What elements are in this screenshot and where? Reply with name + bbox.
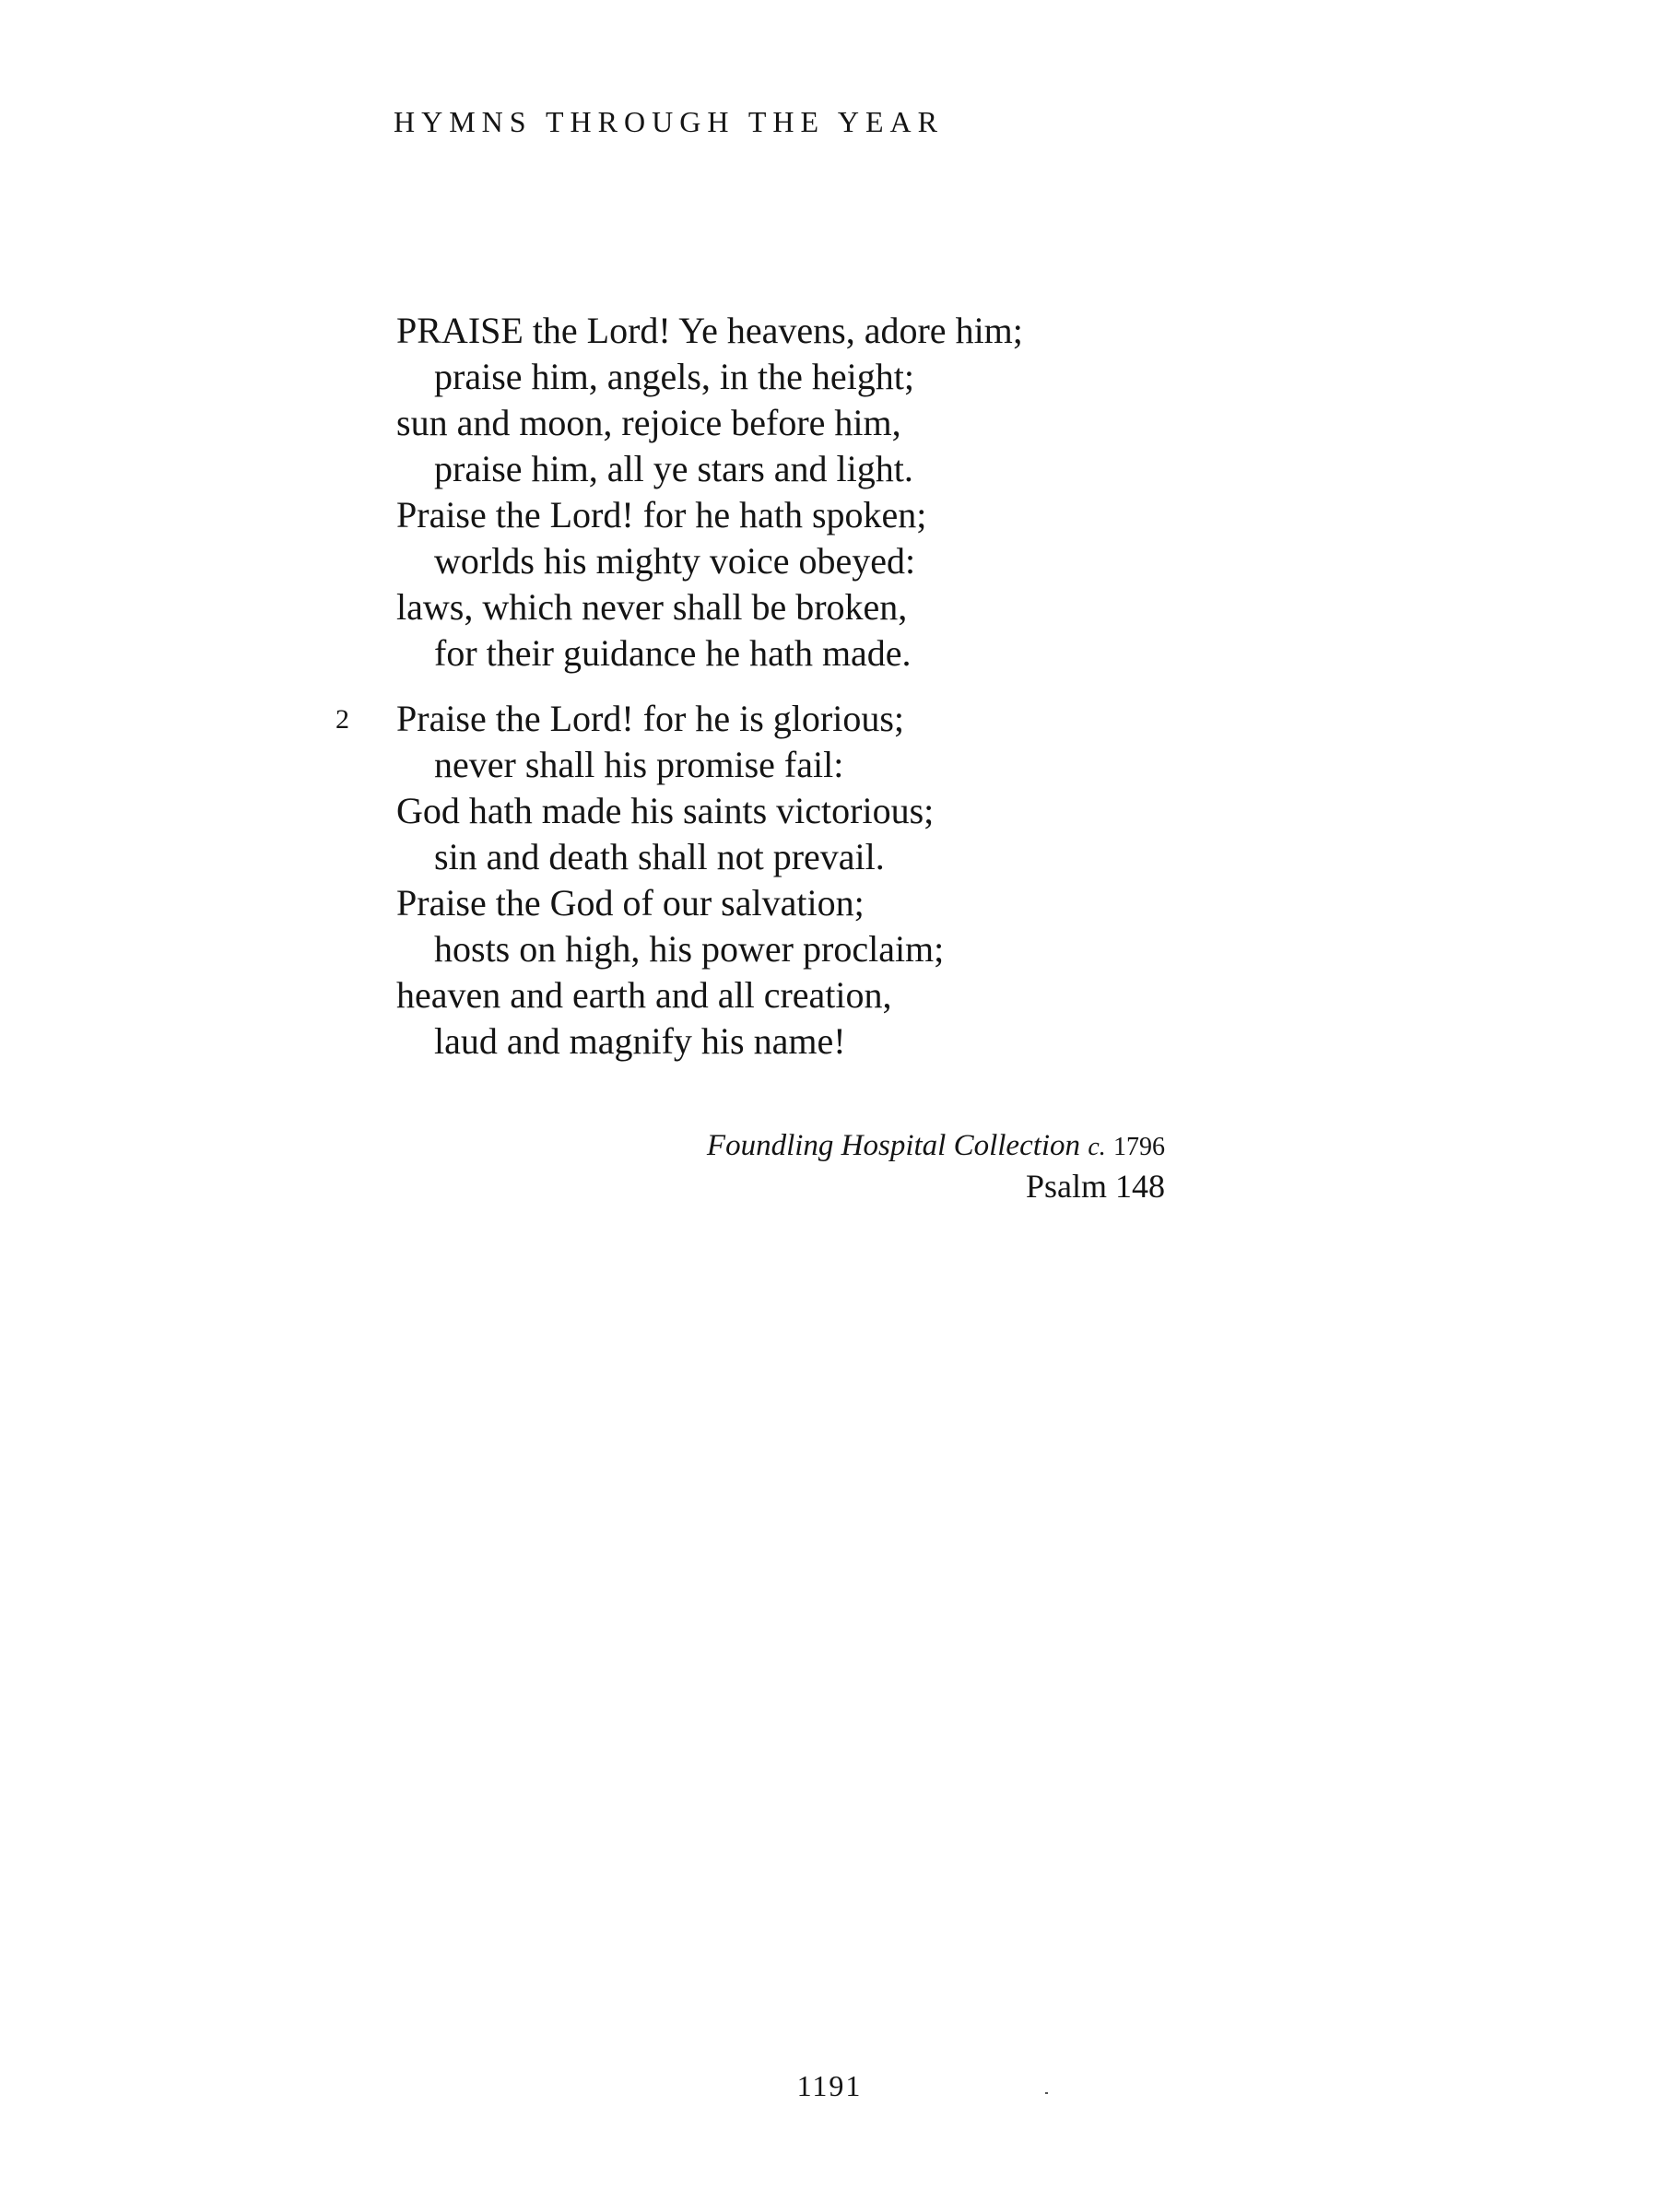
hymn-text bbox=[335, 308, 1023, 1065]
verse-line: never shall his promise fail: bbox=[434, 744, 844, 785]
verse-line: praise him, angels, in the height; bbox=[434, 356, 914, 397]
circa-mark: c. bbox=[1088, 1133, 1106, 1161]
source-year: 1796 bbox=[1113, 1133, 1165, 1161]
verse-1 bbox=[396, 308, 1023, 677]
psalm-reference: Psalm 148 bbox=[1025, 1168, 1165, 1205]
verse-line: for their guidance he hath made. bbox=[434, 632, 912, 674]
verse-line: laws, which never shall be broken, bbox=[396, 586, 908, 628]
verse-line: Praise the Lord! for he is glorious; bbox=[396, 698, 904, 739]
verse-line: heaven and earth and all creation, bbox=[396, 974, 892, 1016]
source-title: Foundling Hospital Collection bbox=[706, 1129, 1081, 1162]
attribution bbox=[707, 1126, 1165, 1206]
verse-line: Praise the God of our salvation; bbox=[396, 882, 865, 924]
verse-2 bbox=[335, 696, 1023, 1065]
running-head: HYMNS THROUGH THE YEAR bbox=[394, 105, 944, 138]
verse-line: hosts on high, his power proclaim; bbox=[434, 928, 945, 970]
verse-line: laud and magnify his name! bbox=[434, 1020, 846, 1062]
verse-line: praise him, all ye stars and light. bbox=[434, 448, 913, 489]
print-speck bbox=[1045, 2092, 1048, 2094]
verse-line: sun and moon, rejoice before him, bbox=[396, 402, 901, 443]
verse-line: Praise the Lord! for he hath spoken; bbox=[396, 494, 927, 535]
verse-line: God hath made his saints victorious; bbox=[396, 790, 935, 831]
verse-line: worlds his mighty voice obeyed: bbox=[434, 540, 916, 582]
verse-line: PRAISE the Lord! Ye heavens, adore him; bbox=[396, 310, 1023, 351]
verse-line: sin and death shall not prevail. bbox=[434, 836, 885, 877]
verse-number: 2 bbox=[335, 704, 349, 735]
author-credit bbox=[707, 1126, 1165, 1167]
page-number: 1191 bbox=[796, 2069, 863, 2102]
